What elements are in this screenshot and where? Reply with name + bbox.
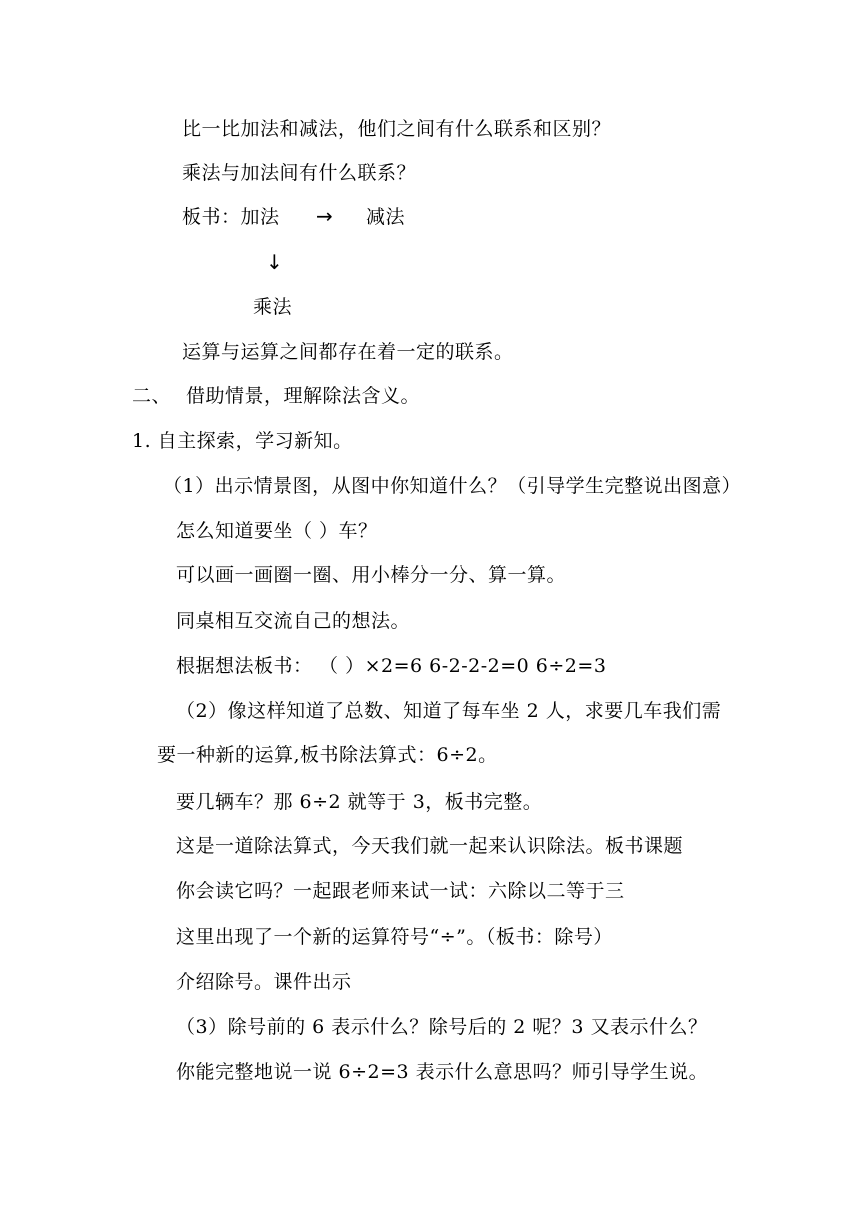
text-line-9: （2）像这样知道了总数、知道了每车坐 2 人，求要几车我们需 <box>176 700 722 722</box>
section-number: 二、 <box>132 385 172 407</box>
text-line-2: 乘法与加法间有什么联系？ <box>182 162 417 184</box>
text-line-6: 可以画一画圈一圈、用小棒分一分、算一算。 <box>176 564 567 586</box>
text-line-17: 你能完整地说一说 6÷2=3 表示什么意思吗？师引导学生说。 <box>176 1061 709 1083</box>
text-line-1: 比一比加法和减法，他们之间有什么联系和区别？ <box>182 118 612 140</box>
text-line-5: 怎么知道要坐（ ）车？ <box>176 520 378 542</box>
board-multiplication-label: 乘法 <box>253 296 293 318</box>
text-line-14: 这里出现了一个新的运算符号“÷”。（板书：除号） <box>176 926 613 948</box>
text-line-13: 你会读它吗？一起跟老师来试一试：六除以二等于三 <box>176 880 625 902</box>
text-line-11: 要几辆车？那 6÷2 就等于 3，板书完整。 <box>176 791 543 813</box>
text-line-3: 运算与运算之间都存在着一定的联系。 <box>182 341 514 363</box>
text-line-7: 同桌相互交流自己的想法。 <box>176 610 411 632</box>
down-arrow-icon: ↓ <box>266 250 283 274</box>
right-arrow-icon: → <box>316 204 333 228</box>
board-addition-label: 板书：加法 <box>182 206 280 228</box>
section-heading: 借助情景，理解除法含义。 <box>186 385 421 407</box>
board-subtraction-label: 减法 <box>366 206 406 228</box>
text-line-15: 介绍除号。课件出示 <box>176 971 352 993</box>
text-line-10: 要一种新的运算,板书除法算式：6÷2。 <box>157 744 498 766</box>
text-line-12: 这是一道除法算式，今天我们就一起来认识除法。板书课题 <box>176 835 684 857</box>
subsection-heading: 1. 自主探索，学习新知。 <box>132 430 353 452</box>
text-line-8: 根据想法板书： （ ）×2=6 6-2-2-2=0 6÷2=3 <box>176 655 607 677</box>
text-line-4: （1）出示情景图，从图中你知道什么？（引导学生完整说出图意） <box>163 475 742 497</box>
text-line-16: （3）除号前的 6 表示什么？除号后的 2 呢？3 又表示什么？ <box>176 1016 708 1038</box>
